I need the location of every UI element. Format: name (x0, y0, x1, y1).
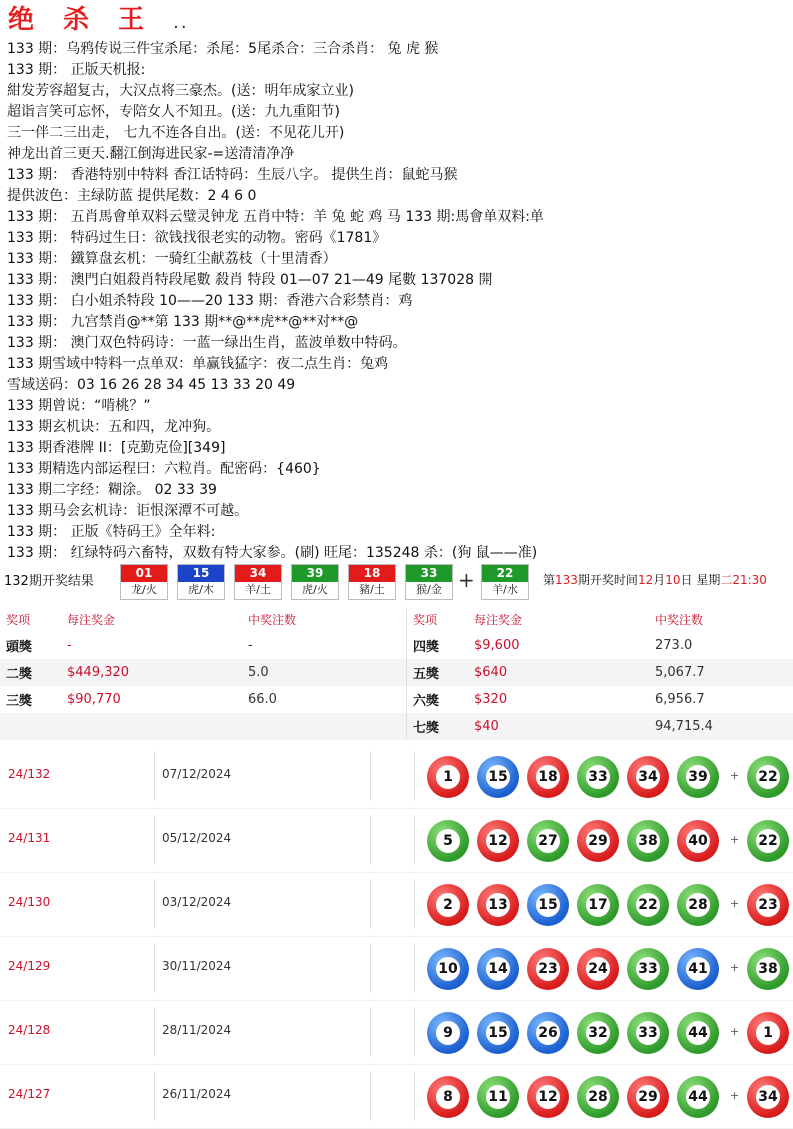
lottery-ball-number: 41 (686, 957, 710, 981)
lottery-ball-number: 33 (636, 957, 660, 981)
prize-count: 273.0 (649, 632, 793, 659)
lottery-ball-number: 12 (486, 829, 510, 853)
lottery-ball (677, 1076, 719, 1118)
lottery-ball (577, 884, 619, 926)
lottery-ball-number: 11 (486, 1085, 510, 1109)
column-divider (154, 1071, 155, 1121)
prize-table (0, 607, 793, 740)
lottery-ball (627, 756, 669, 798)
lottery-ball-number: 1 (436, 765, 460, 789)
lottery-ball-number: 33 (586, 765, 610, 789)
lottery-ball-number: 13 (486, 893, 510, 917)
text-line: 紺发芳容超复古，大汉点将三豪杰。(送：明年成家立业) (7, 83, 354, 99)
title-dots: .. (173, 12, 189, 33)
history-date: 03/12/2024 (162, 895, 232, 909)
lottery-ball-number: 44 (686, 1085, 710, 1109)
prize-level: 六獎 (407, 686, 469, 713)
plus-sign: + (730, 769, 740, 782)
lottery-ball (427, 756, 469, 798)
lottery-ball (477, 884, 519, 926)
lottery-ball (677, 820, 719, 862)
lottery-ball (577, 1012, 619, 1054)
special-ball (747, 1012, 789, 1054)
history-issue: 24/130 (8, 895, 51, 909)
lottery-ball (427, 884, 469, 926)
plus-sign: + (730, 897, 740, 910)
prize-level: 七獎 (407, 713, 469, 740)
column-divider (414, 879, 415, 929)
text-line: 超诣言笑可忘怀，专陪女人不知丑。(送：九九重阳节) (7, 104, 340, 120)
column-divider (154, 1007, 155, 1057)
column-divider (414, 815, 415, 865)
column-divider (414, 751, 415, 801)
lottery-ball (627, 1012, 669, 1054)
lottery-ball-number: 40 (686, 829, 710, 853)
lottery-ball (627, 1076, 669, 1118)
next-draw-info (543, 571, 767, 588)
lottery-ball-number: 8 (436, 1085, 460, 1109)
lottery-ball-number: 32 (586, 1021, 610, 1045)
lottery-ball (527, 756, 569, 798)
next-draw-mid: 期开奖时间 (577, 573, 638, 587)
lottery-ball (577, 820, 619, 862)
lottery-ball (527, 1012, 569, 1054)
text-line: 133 期： 澳门双色特码诗：一蓝一绿出生肖，蓝波单数中特码。 (7, 335, 407, 351)
history-row (0, 937, 793, 1001)
special-ball-number: 34 (756, 1085, 780, 1109)
text-line: 133 期玄机诀：五和四，龙冲狗。 (7, 419, 221, 435)
strip-ball-number: 34 (235, 565, 281, 582)
lottery-ball (627, 820, 669, 862)
text-line: 133 期精选内部运程曰：六粒肖。配密码：{460} (7, 461, 321, 477)
prize-count: 94,715.4 (649, 713, 793, 740)
history-issue: 24/131 (8, 831, 51, 845)
next-draw-prefix: 第 (543, 573, 556, 587)
lottery-ball (427, 1076, 469, 1118)
column-divider (370, 751, 371, 801)
prize-row (0, 713, 793, 740)
history-issue: 24/129 (8, 959, 51, 973)
prize-count (242, 713, 407, 740)
text-line: 133 期二字经：糊涂。 02 33 39 (7, 482, 217, 498)
column-divider (370, 879, 371, 929)
lottery-ball-number: 2 (436, 893, 460, 917)
strip-ball (348, 564, 396, 600)
strip-ball-zodiac: 羊/土 (245, 583, 271, 596)
strip-ball (405, 564, 453, 600)
header-amount: 每注奖金 (474, 613, 523, 627)
strip-ball (234, 564, 282, 600)
prize-amount: $9,600 (468, 632, 649, 659)
column-divider (414, 1071, 415, 1121)
history-row (0, 873, 793, 937)
lottery-ball-number: 9 (436, 1021, 460, 1045)
strip-ball-number: 22 (482, 565, 528, 582)
prize-row (0, 686, 793, 713)
history-row (0, 1001, 793, 1065)
prize-level (0, 713, 61, 740)
lottery-ball-number: 39 (686, 765, 710, 789)
column-divider (370, 1071, 371, 1121)
lottery-ball (477, 1076, 519, 1118)
next-draw-day-unit: 日 星期 (680, 573, 721, 587)
title-text: 绝 杀 王 (8, 5, 155, 35)
prize-amount: $449,320 (61, 659, 242, 686)
text-line: 133 期： 特码过生日：欲钱找很老实的动物。密码《1781》 (7, 230, 387, 246)
lottery-ball (477, 1012, 519, 1054)
header-amount: 每注奖金 (67, 613, 116, 627)
column-divider (154, 751, 155, 801)
strip-ball-number: 39 (292, 565, 338, 582)
text-line: 133 期： 鐵算盘玄机：一骑红尘献荔枝（十里清香） (7, 251, 337, 267)
prize-amount: $90,770 (61, 686, 242, 713)
next-draw-month: 12 (637, 573, 654, 587)
plus-sign: + (458, 568, 475, 592)
strip-ball-zodiac: 羊/水 (492, 583, 518, 596)
lottery-ball-number: 33 (636, 1021, 660, 1045)
lottery-ball-number: 12 (536, 1085, 560, 1109)
lottery-ball (527, 820, 569, 862)
prize-amount: $640 (468, 659, 649, 686)
text-line: 神龙出首三更天.翻江倒海进民家-=送清清净净 (7, 146, 295, 162)
lottery-ball (677, 756, 719, 798)
special-ball (747, 948, 789, 990)
lottery-ball (427, 1012, 469, 1054)
prize-row (0, 659, 793, 686)
lottery-ball-number: 17 (586, 893, 610, 917)
prize-level: 四獎 (407, 632, 469, 659)
lottery-ball (627, 948, 669, 990)
lottery-ball-number: 28 (586, 1085, 610, 1109)
text-line: 133 期： 正版《特码王》全年料: (7, 524, 216, 540)
special-ball (747, 1076, 789, 1118)
text-line: 133 期： 香港特别中特料 香江话特码：生辰八字。 提供生肖：鼠蛇马猴 (7, 167, 458, 183)
text-line: 133 期： 澳門白姐殺肖特段尾數 殺肖 特段 01—07 21—49 尾數 137028 開 (7, 272, 493, 288)
lottery-ball-number: 24 (586, 957, 610, 981)
special-ball-number: 23 (756, 893, 780, 917)
text-line: 133 期： 红绿特码六畜特，双数有特大家参。(刷) 旺尾：135248 杀：(狗 鼠——准) (7, 545, 538, 561)
lottery-ball-number: 44 (686, 1021, 710, 1045)
strip-special-ball (481, 564, 529, 600)
strip-ball-number: 01 (121, 565, 167, 582)
lottery-ball-number: 18 (536, 765, 560, 789)
lottery-ball-number: 15 (486, 765, 510, 789)
prize-amount: $40 (468, 713, 649, 740)
strip-ball-number: 15 (178, 565, 224, 582)
next-draw-day: 10 (665, 573, 681, 587)
header-count: 中奖注数 (248, 613, 297, 627)
lottery-ball-number: 15 (486, 1021, 510, 1045)
special-ball-number: 22 (756, 829, 780, 853)
text-line: 133 期香港牌 II：[克勤克俭][349] (7, 440, 226, 456)
lottery-ball-number: 29 (586, 829, 610, 853)
lottery-ball-number: 22 (636, 893, 660, 917)
history-issue: 24/128 (8, 1023, 51, 1037)
lottery-ball-number: 28 (686, 893, 710, 917)
prize-amount (61, 713, 242, 740)
special-ball-number: 22 (756, 765, 780, 789)
text-line: 133 期马会玄机诗：讵恨深潭不可越。 (7, 503, 249, 519)
history-date: 26/11/2024 (162, 1087, 232, 1101)
strip-ball-zodiac: 龙/火 (131, 583, 157, 596)
text-line: 133 期：乌鸦传说三件宝杀尾：杀尾：5尾杀合：三合杀肖： 兔 虎 猴 (7, 41, 439, 57)
prize-level: 五獎 (407, 659, 469, 686)
lottery-ball (477, 948, 519, 990)
strip-ball-zodiac: 猴/金 (416, 583, 442, 596)
strip-ball-number: 33 (406, 565, 452, 582)
strip-ball-zodiac: 虎/火 (302, 583, 328, 596)
header-level: 奖项 (407, 607, 469, 632)
lottery-ball (677, 1012, 719, 1054)
draw-history-list (0, 745, 793, 1129)
prize-level: 三獎 (0, 686, 61, 713)
lottery-ball (427, 948, 469, 990)
column-divider (154, 815, 155, 865)
prize-count: 5.0 (242, 659, 407, 686)
text-line: 雪域送码：03 16 26 28 34 45 13 33 20 49 (7, 377, 296, 393)
prize-count: 66.0 (242, 686, 407, 713)
page-title (8, 2, 189, 38)
lottery-ball (627, 884, 669, 926)
lottery-ball-number: 5 (436, 829, 460, 853)
lottery-ball-number: 26 (536, 1021, 560, 1045)
plus-sign: + (730, 961, 740, 974)
next-draw-weekday: 二 (720, 573, 733, 587)
lottery-ball (527, 1076, 569, 1118)
lottery-ball (477, 756, 519, 798)
last-draw-strip (0, 562, 793, 598)
lottery-ball-number: 34 (636, 765, 660, 789)
column-divider (154, 879, 155, 929)
text-line: 133 期： 正版天机报: (7, 62, 146, 78)
last-draw-label: 132期开奖结果 (4, 574, 94, 589)
special-ball-number: 1 (756, 1021, 780, 1045)
next-draw-month-unit: 月 (653, 573, 666, 587)
plus-sign: + (730, 833, 740, 846)
history-date: 30/11/2024 (162, 959, 232, 973)
strip-ball-number: 18 (349, 565, 395, 582)
prediction-text-block (7, 39, 787, 564)
prize-count: 6,956.7 (649, 686, 793, 713)
special-ball (747, 884, 789, 926)
history-row (0, 809, 793, 873)
lottery-ball-number: 14 (486, 957, 510, 981)
prize-count: - (242, 632, 407, 659)
lottery-ball (677, 948, 719, 990)
history-row (0, 1065, 793, 1129)
lottery-ball-number: 38 (636, 829, 660, 853)
prize-table-header (0, 607, 793, 632)
lottery-ball (477, 820, 519, 862)
prize-amount: - (61, 632, 242, 659)
lottery-ball (577, 1076, 619, 1118)
prize-amount: $320 (468, 686, 649, 713)
text-line: 133 期曾说：“啃桃？” (7, 398, 151, 414)
history-date: 28/11/2024 (162, 1023, 232, 1037)
history-row (0, 745, 793, 809)
history-date: 07/12/2024 (162, 767, 232, 781)
prize-level: 二獎 (0, 659, 61, 686)
prize-count: 5,067.7 (649, 659, 793, 686)
history-date: 05/12/2024 (162, 831, 232, 845)
text-line: 133 期： 五肖馬會单双料云璧灵钟龙 五肖中特：羊 兔 蛇 鸡 马 133 期:馬會单双料:单 (7, 209, 544, 225)
column-divider (370, 943, 371, 993)
header-level: 奖项 (6, 613, 31, 627)
special-ball (747, 756, 789, 798)
prize-level: 頭獎 (0, 632, 61, 659)
lottery-ball (527, 948, 569, 990)
text-line: 三一伴二三出走， 七九不连各自出。(送：不见花儿开) (7, 125, 345, 141)
column-divider (414, 943, 415, 993)
lottery-ball (577, 756, 619, 798)
next-draw-time: 21:30 (732, 573, 767, 587)
column-divider (370, 815, 371, 865)
plus-sign: + (730, 1089, 740, 1102)
lottery-ball (427, 820, 469, 862)
text-line: 133 期雪域中特料一点单双：单赢钱猛字：夜二点生肖：兔鸡 (7, 356, 389, 372)
text-line: 133 期： 九宫禁肖@**第 133 期**@**虎**@**对**@ (7, 314, 359, 330)
history-issue: 24/127 (8, 1087, 51, 1101)
strip-ball-zodiac: 虎/木 (188, 583, 214, 596)
next-draw-issue: 133 (555, 573, 578, 587)
lottery-ball (577, 948, 619, 990)
column-divider (370, 1007, 371, 1057)
plus-sign: + (730, 1025, 740, 1038)
strip-ball (120, 564, 168, 600)
column-divider (414, 1007, 415, 1057)
column-divider (154, 943, 155, 993)
header-count: 中奖注数 (655, 613, 704, 627)
lottery-ball (677, 884, 719, 926)
lottery-ball-number: 27 (536, 829, 560, 853)
special-ball (747, 820, 789, 862)
strip-ball (177, 564, 225, 600)
text-line: 133 期： 白小姐杀特段 10——20 133 期：香港六合彩禁肖：鸡 (7, 293, 413, 309)
lottery-ball-number: 29 (636, 1085, 660, 1109)
lottery-ball (527, 884, 569, 926)
strip-ball-zodiac: 豬/土 (359, 583, 385, 596)
history-issue: 24/132 (8, 767, 51, 781)
special-ball-number: 38 (756, 957, 780, 981)
lottery-ball-number: 15 (536, 893, 560, 917)
text-line: 提供波色：主绿防蓝 提供尾数：2 4 6 0 (7, 188, 257, 204)
strip-ball (291, 564, 339, 600)
lottery-ball-number: 10 (436, 957, 460, 981)
prize-row (0, 632, 793, 659)
lottery-ball-number: 23 (536, 957, 560, 981)
